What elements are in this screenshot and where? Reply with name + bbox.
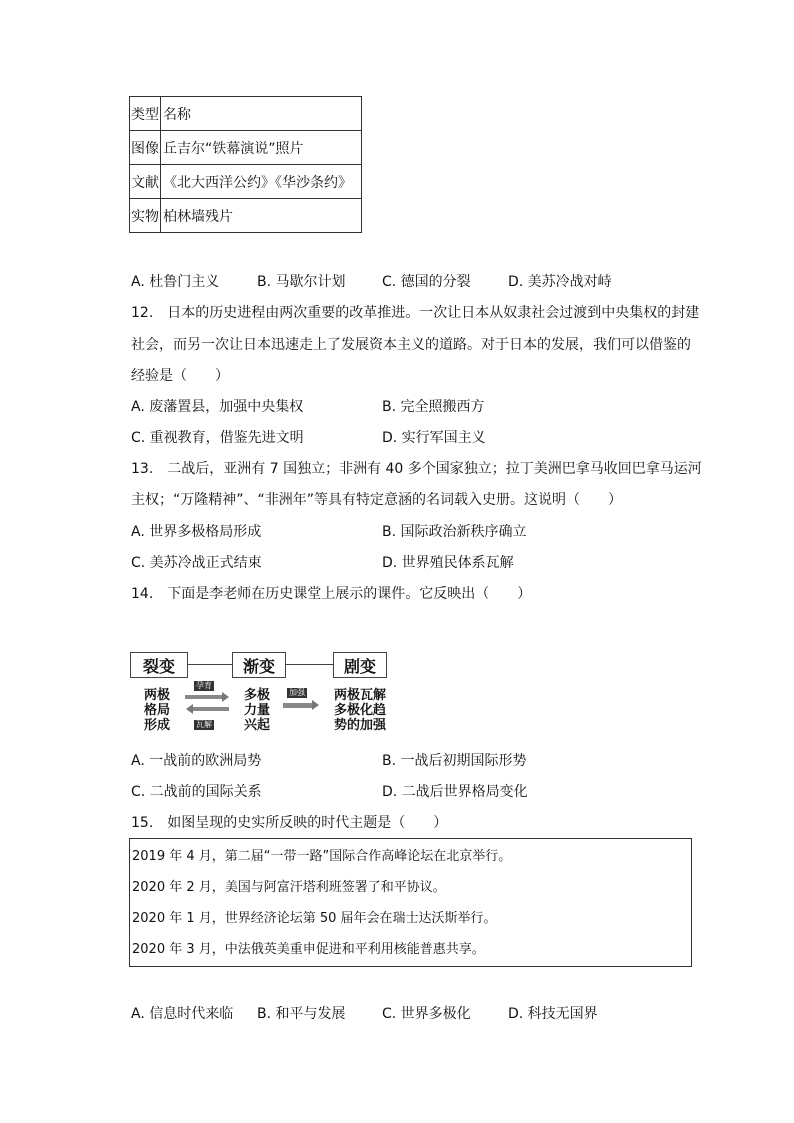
table-cell: 丘吉尔“铁幕演说”照片	[161, 131, 362, 165]
q12-stem-line: 12. 日本的历史进程由两次重要的改革推进。一次让日本从奴隶社会过渡到中央集权的封建	[131, 305, 700, 321]
event-line: 2020 年 1 月，世界经济论坛第 50 届年会在瑞士达沃斯举行。	[132, 911, 497, 926]
diagram-box-fission: 裂变	[130, 652, 188, 678]
q13-stem-line: 13. 二战后，亚洲有 7 国独立；非洲有 40 多个国家独立；拉丁美洲巴拿马收回巴拿马运河	[131, 461, 702, 477]
diagram-col1-line: 形成	[143, 718, 170, 733]
diagram-col2-line: 力量	[243, 703, 270, 718]
table-row	[130, 131, 362, 165]
q13-stem-line: 主权；“万隆精神”、“非洲年”等具有特定意涵的名词载入史册。这说明（ ）	[131, 492, 623, 508]
q12-option-b: B. 完全照搬西方	[382, 399, 485, 415]
q12-stem-line: 经验是（ ）	[131, 368, 229, 384]
diagram-arrow-bar	[193, 707, 229, 711]
diagram-tag-nurture: 孕育	[196, 681, 212, 690]
diagram-col3-line: 多极化趋	[333, 703, 386, 718]
diagram-col2-line: 兴起	[243, 718, 270, 733]
q12-stem-line: 社会，而另一次让日本迅速走上了发展资本主义的道路。对于日本的发展，我们可以借鉴的	[131, 337, 691, 353]
diagram-box-gradual: 渐变	[232, 652, 286, 678]
q15-option-b: B. 和平与发展	[257, 1006, 346, 1022]
q11-option-a: A. 杜鲁门主义	[131, 274, 220, 290]
diagram-connector	[187, 664, 232, 665]
diagram-connector	[285, 664, 333, 665]
q11-option-d: D. 美苏冷战对峙	[508, 274, 612, 290]
table-row	[130, 199, 362, 233]
table-row	[130, 165, 362, 199]
table-cell: 名称	[161, 97, 362, 131]
table-cell: 实物	[130, 199, 161, 233]
q13-option-c: C. 美苏冷战正式结束	[131, 555, 262, 571]
q15-option-d: D. 科技无国界	[508, 1006, 598, 1022]
diagram-col3-line: 势的加强	[333, 718, 386, 733]
q15-option-a: A. 信息时代来临	[131, 1006, 234, 1022]
q12-option-a: A. 废藩置县，加强中央集权	[131, 399, 304, 415]
q14-option-d: D. 二战后世界格局变化	[382, 784, 528, 800]
q13-option-d: D. 世界殖民体系瓦解	[382, 555, 514, 571]
diagram-col1-line: 两极	[143, 688, 170, 703]
diagram-col3-line: 两极瓦解	[333, 688, 386, 703]
diagram-arrow-bar	[185, 695, 223, 699]
table-cell: 《北大西洋公约》《华沙条约》	[161, 165, 362, 199]
q15-events-box	[129, 838, 692, 967]
diagram-box-drastic: 剧变	[333, 652, 387, 678]
event-line: 2019 年 4 月，第二届“一带一路”国际合作高峰论坛在北京举行。	[132, 849, 512, 864]
q13-option-b: B. 国际政治新秩序确立	[382, 524, 527, 540]
arrow-right-icon	[312, 700, 319, 710]
q11-option-b: B. 马歇尔计划	[257, 274, 346, 290]
q14-option-a: A. 一战前的欧洲局势	[131, 753, 262, 769]
event-line: 2020 年 3 月，中法俄英美重申促进和平利用核能普惠共享。	[132, 942, 485, 957]
table-cell: 柏林墙残片	[161, 199, 362, 233]
table-row	[130, 97, 362, 131]
diagram-col2-line: 多极	[243, 688, 270, 703]
arrow-right-icon	[222, 692, 229, 702]
diagram-tag-strengthen: 加强	[289, 688, 305, 697]
table-cell: 文献	[130, 165, 161, 199]
table-cell: 图像	[130, 131, 161, 165]
event-line: 2020 年 2 月，美国与阿富汗塔利班签署了和平协议。	[132, 880, 446, 895]
q11-source-table	[129, 96, 362, 233]
q14-stem-line: 14. 下面是李老师在历史课堂上展示的课件。它反映出（ ）	[131, 586, 532, 602]
q12-option-d: D. 实行军国主义	[382, 430, 486, 446]
q11-option-c: C. 德国的分裂	[382, 274, 471, 290]
q15-option-c: C. 世界多极化	[382, 1006, 471, 1022]
arrow-left-icon	[186, 704, 193, 714]
diagram-tag-disintegrate: 瓦解	[196, 720, 212, 729]
q15-stem-line: 15. 如图呈现的史实所反映的时代主题是（ ）	[131, 815, 448, 831]
diagram-col1-line: 格局	[143, 703, 170, 718]
table-cell: 类型	[130, 97, 161, 131]
q12-option-c: C. 重视教育，借鉴先进文明	[131, 430, 304, 446]
q14-option-b: B. 一战后初期国际形势	[382, 753, 527, 769]
q14-option-c: C. 二战前的国际关系	[131, 784, 262, 800]
q13-option-a: A. 世界多极格局形成	[131, 524, 262, 540]
diagram-arrow-bar	[283, 703, 313, 708]
